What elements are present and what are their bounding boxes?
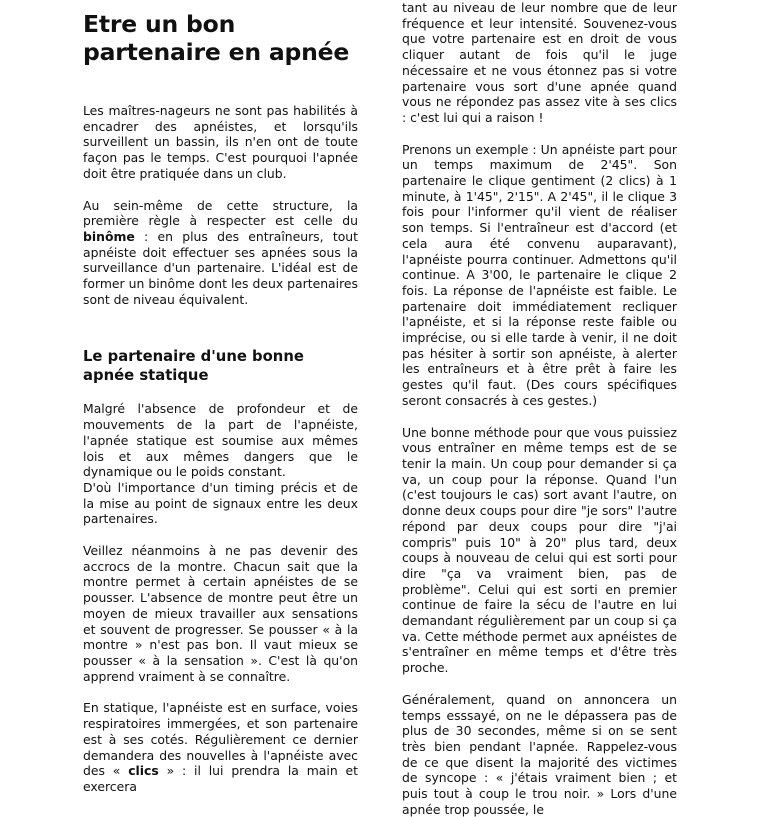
paragraph-binome-text-b: : en plus des entraîneurs, tout apnéiste doit effectuer ses apnées sous la surveillance d'un partenaire. L'idéal est de former un binôme dont les deux partenaires sont de niveau équivalent.	[83, 228, 358, 307]
paragraph-timing: D'où l'importance d'un timing précis et de la mise au point de signaux entre les deux partenaires.	[83, 479, 358, 527]
clics-term: clics	[128, 763, 159, 779]
paragraph-clics	[83, 700, 358, 794]
paragraph-clics-text-b: » : il lui prendra la main et exercera	[83, 763, 359, 794]
right-column	[402, 0, 677, 817]
paragraph-clics-text-a: En statique, l'apnéiste est en surface, voies respiratoires immergées, et son partenaire est à ses cotés. Régulièrement ce dernier demandera des nouvelles à l'apnéiste avec des «	[83, 700, 358, 779]
paragraph-statique: Malgré l'absence de profondeur et de mouvements de la part de l'apnéiste, l'apnée statique est soumise aux mêmes lois et aux mêmes dangers que le dynamique ou le poids constant.	[83, 401, 358, 480]
left-column	[83, 0, 358, 795]
paragraph-montre: Veillez néanmoins à ne pas devenir des accrocs de la montre. Chacun sait que la montre permet à certain apnéistes de se pousser. L'absence de montre peut être un moyen de mieux travailler aux sensations et souvent de progresser. Se pousser « à la montre » n'est pas bon. Il vaut mieux se pousser « à la sensation ». C'est là qu'on apprend vraiment à se connaître.	[83, 543, 358, 684]
paragraph-intro: Les maîtres-nageurs ne sont pas habilités à encadrer des apnéistes, et lorsqu'ils surveillent un bassin, ils n'en ont de toute façon pas le temps. C'est pourquoi l'apnée doit être pratiquée dans un club.	[83, 103, 358, 181]
paragraph-binome	[83, 198, 358, 308]
paragraph-binome-text-a: Au sein-même de cette structure, la première règle à respecter est celle du	[83, 197, 358, 229]
paragraph-syncope: Généralement, quand on annoncera un temps esssayé, on ne le dépassera pas de plus de 30 secondes, même si on se sent très bien pendant l'apnée. Rappelez-vous de ce que disent la majorité des victimes de syncope : « j'étais vraiment bien ; et puis tout à coup le trou noir. » Lors d'une apnée trop poussée, le	[402, 691, 677, 817]
paragraph-exemple: Prenons un exemple : Un apnéiste part pour un temps maximum de 2'45". Son partenaire le clique gentiment (2 clics) à 1 minute, à 1'45", 2'15". A 2'45", il le clique 3 fois pour l'informer qu'il vient de réaliser son temps. Si l'entraîneur est d'accord (et cela aura été convenu auparavant), l'apnéiste pourra continuer. Admettons qu'il continue. A 3'00, le partenaire le clique 2 fois. La réponse de l'apnéiste est faible. Le partenaire doit immédiatement recliquer l'apnéiste, et si la réponse reste faible ou imprécise, ou si elle tarde à venir, il ne doit pas hésiter à sortir son apnéiste, à alerter les entraîneurs et à être prêt à faire les gestes qu'il faut. (Des cours spécifiques seront consacrés à ces gestes.)	[402, 141, 677, 408]
binome-term: binôme	[83, 228, 135, 244]
section-heading-statique: Le partenaire d'une bonne apnée statique	[83, 348, 304, 385]
paragraph-continuation: tant au niveau de leur nombre que de leur fréquence et leur intensité. Souvenez-vous que votre partenaire est en droit de vous cliquer autant de fois qu'il le juge nécessaire et ne vous étonnez pas si votre partenaire vous sort d'une apnée quand vous ne répondez pas assez vite à ses clics : c'est lui qui a raison !	[402, 0, 677, 125]
paragraph-methode: Une bonne méthode pour que vous puissiez vous entraîner en même temps est de se tenir la main. Un coup pour demander si ça va, un coup pour la réponse. Quand l'un (c'est toujours le cas) sort avant l'autre, on donne deux coups pour dire "je sors" l'autre répond par deux coups pour dire "j'ai compris" puis 10" à 20" plus tard, deux coups à nouveau de celui qui est sorti pour dire "ça va vraiment bien, pas de problème". Celui qui est sorti en premier continue de faire la sécu de l'autre en lui demandant régulièrement par un coup si ça va. Cette méthode permet aux apnéistes de s'entraîner en même temps et d'être très proche.	[402, 424, 677, 676]
page-title: Etre un bon partenaire en apnée	[83, 10, 350, 66]
